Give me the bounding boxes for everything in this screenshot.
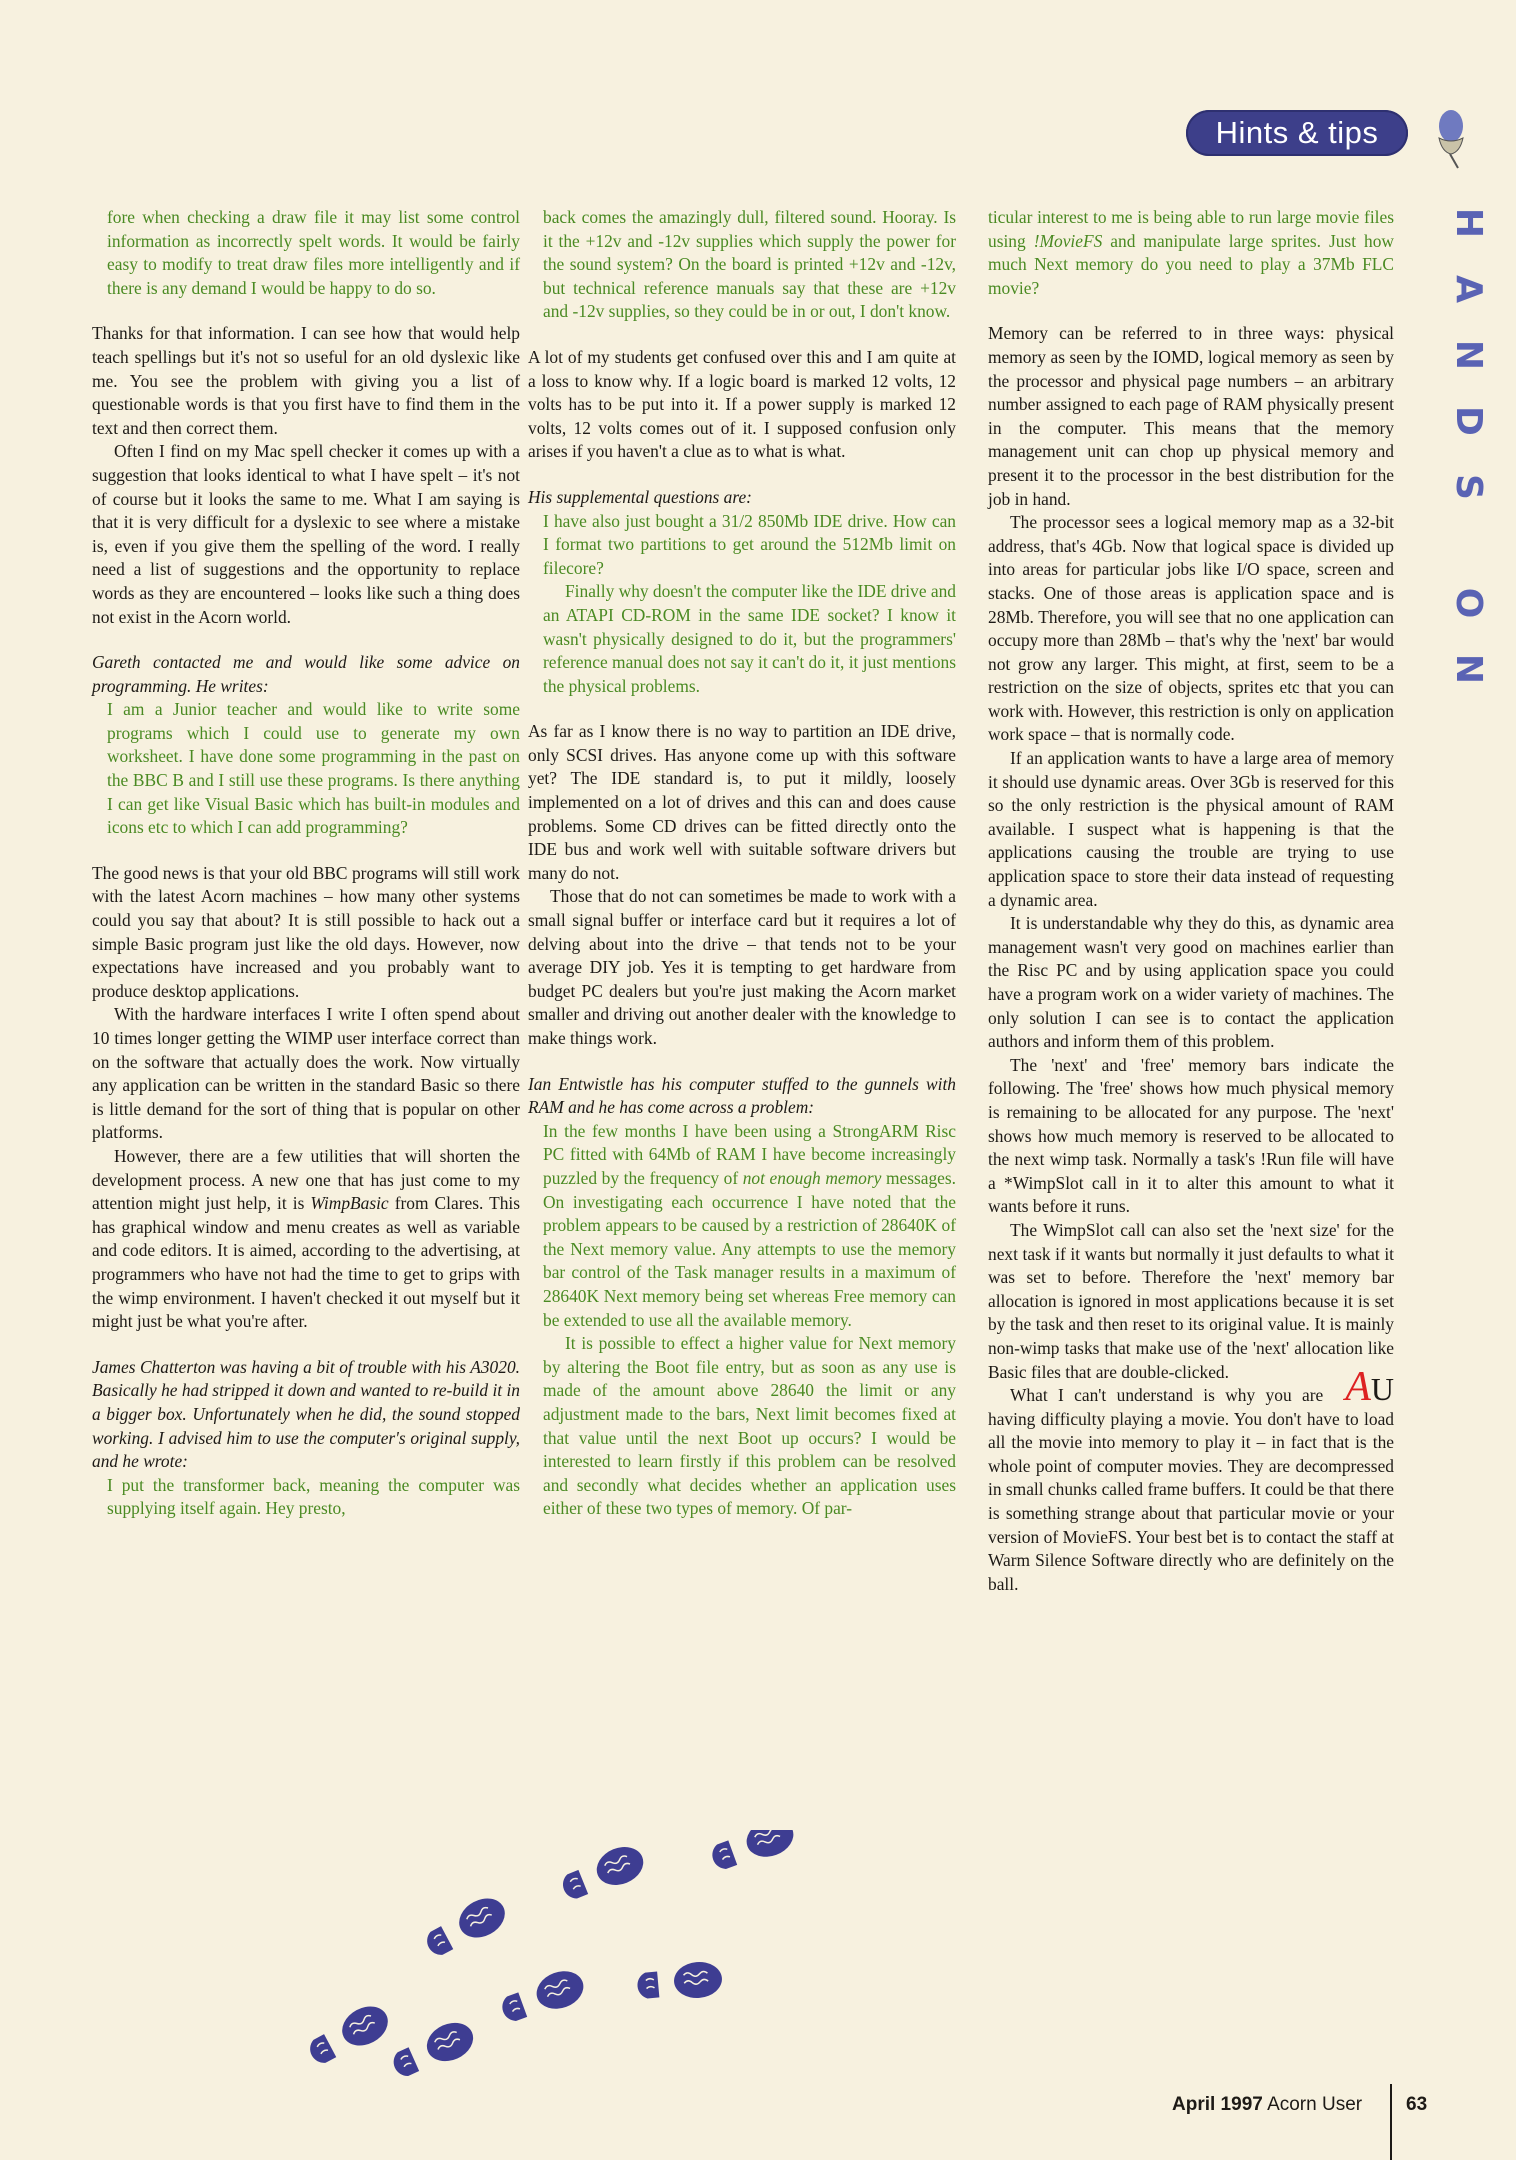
page-footer (1172, 2094, 1428, 2116)
vertical-letter: H (1448, 207, 1489, 239)
answer-paragraph: As far as I know there is no way to partition an IDE drive, only SCSI drives. Has anyone come up with this software yet? The IDE standard is, to put it mildly, loosely implemented on a lot of drives and this can and does cause problems. Some CD drives can be fitted directly onto the IDE bus and work well with suitable software drivers but many do not. (528, 721, 956, 883)
answer-paragraph: Thanks for that information. I can see how that would help teach spellings but it's not so useful for an old dyslexic like me. You see the problem with giving you a list of questionable words is that you first have to find them in the text and then correct them. (92, 323, 520, 438)
acorn-icon (1436, 108, 1466, 170)
reader-quote: I put the transformer back, meaning the computer was supplying itself again. Hey presto, (107, 1474, 520, 1519)
page-number: 63 (1406, 2094, 1428, 2115)
answer-paragraph: A lot of my students get confused over this and I am quite at a loss to know why. If a logic board is marked 12 volts, 12 volts has to be put into it. If a power supply is marked 12 volts, 12 volts comes out of it. I supposed confusion only arises if you haven't a clue as to what is what. (528, 346, 956, 462)
reader-quote: In the few months I have been using a StrongARM Risc PC fitted with 64Mb of RAM I have become increasingly puzzled by the frequency of not enough memory messages. On investigating each occurrence I have noted that the problem appears to be caused by a restriction of 28640K of the Next memory value. Any attempts to use the memory bar control of the Task manager results in a maximum of 28640K Next memory being set whereas Free memory can be extended to use all the available memory. (543, 1120, 956, 1330)
answer-paragraph: The good news is that your old BBC programs will still work with the latest Acorn machines – how many other systems could you say that about? It is still possible to hack out a simple Basic program just like the old days. However, now expectations have increased and you probably want to produce desktop applications. (92, 862, 520, 1001)
article-column-1 (92, 206, 520, 1521)
answer-paragraph: Memory can be referred to in three ways: physical memory as seen by the IOMD, logical memory as seen by the processor and physical page numbers – an arbitrary number assigned to each page of RAM physically present in the computer. This means that the memory management unit can chop up physical memory and present it to the processor in the best distribution for the job in hand. (988, 323, 1394, 509)
question-intro: His supplemental questions are: (528, 486, 752, 507)
answer-paragraph: Often I find on my Mac spell checker it comes up with a suggestion that looks identical to what I have spelt – it's not of course but it looks the same to me. What I am saying is that it is very difficult for a dyslexic to see where a mistake is, even if you give them the spelling of the word. I really need a list of suggestions and the opportunity to replace words as they are encountered – looks like such a thing does not exist in the Acorn world. (92, 441, 520, 627)
answer-paragraph: AU What I can't understand is why you are having difficulty playing a movie. You don't have to load all the movie into memory to play it – in fact that is the whole point of computer movies. They are decompressed in small chunks called frame buffers. It could be that there is something strange about that particular movie or your version of MovieFS. Your best bet is to contact the staff at Warm Silence Software directly who are definitely on the ball. (988, 1364, 1394, 1594)
answer-paragraph: The WimpSlot call can also set the 'next size' for the next task if it wants but normally it just defaults to what it was set to before. Therefore the 'next' memory bar allocation is ignored in most applications because it is set by the task and then reset to its original value. It is mainly non-wimp tasks that make use of the 'next' allocation like Basic files that are double-clicked. (988, 1219, 1394, 1382)
reader-quote: ticular interest to me is being able to run large movie files using !MovieFS and manipulate large sprites. Just how much Next memory do you need to play a 37Mb FLC movie? (988, 207, 1394, 298)
hands-on-vertical-label (1436, 190, 1489, 702)
reader-quote: It is possible to effect a higher value for Next memory by altering the Boot file entry, but as soon as any use is made of the amount above 28640 the limit or any adjustment made to the bars, Next limit becomes fixed at that value until the next Boot up occurs? I would be interested to learn firstly if this problem can be resolved and secondly what decides whether an application uses either of these two types of memory. Of par- (543, 1333, 956, 1519)
footprints-illustration (290, 1830, 950, 2110)
magazine-name: Acorn User (1267, 2094, 1363, 2115)
issue-date: April 1997 (1172, 2094, 1263, 2115)
answer-paragraph: The 'next' and 'free' memory bars indicate the following. The 'free' shows how much physical memory is remaining to be allocated for any purpose. The 'next' shows how much memory is reserved to be allocated to the next wimp task. Normally a task's !Run file will have a *WimpSlot call in it to alter this amount to what it wants before it runs. (988, 1054, 1394, 1217)
article-column-2 (528, 206, 956, 1521)
answer-paragraph: The processor sees a logical memory map as a 32-bit address, that's 4Gb. Now that logical space is divided up into areas for particular jobs like I/O space, screen and stacks. One of those areas is application space and is 28Mb. Therefore, you will see that no one application can occupy more than 28Mb – that's why the 'next' bar would not grow any larger. This might, at first, seem to be a restriction on the size of objects, sprites etc that you can work with. However, this restriction is only on application work space – that is normally code. (988, 512, 1394, 745)
reader-quote: Finally why doesn't the computer like the IDE drive and an ATAPI CD-ROM in the same IDE socket? I know it wasn't physically designed to do it, but the programmers' reference manual does not say it can't do it, it just mentions the physical problems. (543, 581, 956, 696)
answer-paragraph: However, there are a few utilities that will shorten the development process. A new one that has just come to my attention might just help, it is WimpBasic from Clares. This has graphical window and menu creates as well as variable and code editors. It is aimed, according to the advertising, at programmers who have not had the time to get to grips with the wimp environment. I haven't checked it out myself but it might just be what you're after. (92, 1145, 520, 1332)
vertical-letter: D (1448, 406, 1489, 436)
section-badge: Hints & tips (1186, 110, 1408, 156)
answer-paragraph: If an application wants to have a large area of memory it should use dynamic areas. Over 3Gb is reserved for this so the only restriction is the physical amount of RAM available. I suspect what is happening is that the applications causing the trouble are trying to use application space to store their data instead of requesting a dynamic area. (988, 748, 1394, 910)
answer-paragraph: With the hardware interfaces I write I often spend about 10 times longer getting the WIMP user interface correct than on the software that actually does the work. Now virtually any application can be written in the standard Basic so there is little demand for the sort of thing that is popular on other platforms. (92, 1004, 520, 1143)
reader-quote: I have also just bought a 31/2 850Mb IDE drive. How can I format two partitions to get around the 512Mb limit on filecore? (543, 510, 956, 578)
article-column-3 (988, 206, 1394, 1596)
question-intro: Gareth contacted me and would like some advice on programming. He writes: (92, 652, 520, 696)
vertical-gap (1428, 528, 1478, 562)
answer-paragraph: Those that do not can sometimes be made to work with a small signal buffer or interface card but it requires a lot of delving about into the drive – that tends not to be your average DIY job. Yes it is tempting to get hardware from budget PC dealers but you're just making the Acorn market smaller and driving out another dealer with the knowledge to make things work. (528, 886, 956, 1048)
product-name: WimpBasic (310, 1193, 389, 1214)
end-mark-logo: AU (1345, 1364, 1394, 1411)
vertical-letter: S (1448, 474, 1489, 500)
vertical-letter: N (1448, 339, 1489, 371)
answer-paragraph: It is understandable why they do this, as dynamic area management wasn't very good on machines earlier than the Risc PC and by using application space you could have a program work on a wider variety of machines. The only solution I can see is to contact the application authors and inform them of this problem. (988, 913, 1394, 1052)
vertical-letter: O (1448, 587, 1489, 619)
reader-quote: back comes the amazingly dull, filtered sound. Hooray. Is it the +12v and -12v supplies which supply the power for the sound system? On the board is printed +12v and -12v, but technical reference manuals say that these are +12v and -12v supplies, so they could be in or out, I don't know. (543, 207, 956, 322)
reader-quote: fore when checking a draw file it may list some control information as incorrectly spelt words. It would be fairly easy to modify to treat draw files more intelligently and if there is any demand I would be happy to do so. (107, 207, 520, 298)
vertical-letter: A (1448, 275, 1489, 303)
footer-divider (1390, 2084, 1392, 2160)
question-intro: Ian Entwistle has his computer stuffed to the gunnels with RAM and he has come across a problem: (528, 1073, 956, 1118)
vertical-letter: N (1448, 653, 1489, 685)
question-intro: James Chatterton was having a bit of trouble with his A3020. Basically he had stripped it down and wanted to re-build it in a bigger box. Unfortunately when he did, the sound stopped working. I advised him to use the computer's original supply, and he wrote: (92, 1356, 520, 1472)
reader-quote: I am a Junior teacher and would like to write some programs which I could use to generate my own worksheet. I have done some programming in the past on the BBC B and I still use these programs. Is there anything I can get like Visual Basic which has built-in modules and icons etc to which I can add programming? (107, 699, 520, 838)
